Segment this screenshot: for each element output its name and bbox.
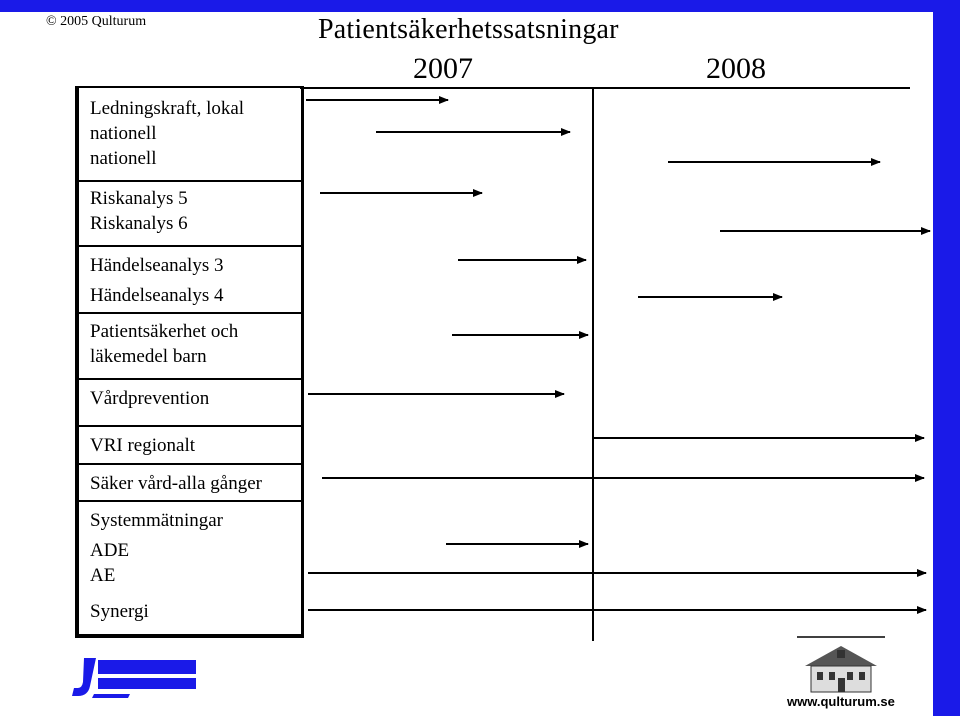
row-label-risk-line1: Riskanalys 5 — [90, 188, 188, 209]
row-label-measurement-line1: Systemmätningar — [90, 510, 223, 531]
row-label-incident-line2: Händelseanalys 4 — [90, 285, 224, 306]
row-label-leadership-line1: Ledningskraft, lokal — [90, 98, 245, 119]
row-label-measurement-line3: AE — [90, 565, 116, 586]
row-label-measurement-line4: Synergi — [90, 601, 149, 622]
year-2008-label: 2008 — [706, 52, 766, 85]
row-label-measurement-line2: ADE — [90, 540, 130, 561]
row-label-safe-care: Säker vård-alla gånger — [90, 473, 262, 494]
row-label-medication-line2: läkemedel barn — [90, 346, 207, 367]
landstinget-logo — [70, 656, 200, 705]
year-2007-label: 2007 — [413, 52, 473, 85]
row-label-leadership-line3: nationell — [90, 148, 157, 169]
row-label-risk-line2: Riskanalys 6 — [90, 213, 188, 234]
row-label-prevention: Vårdprevention — [90, 388, 210, 409]
website-url[interactable]: www.qulturum.se — [787, 694, 895, 709]
qulturum-house-logo — [797, 636, 885, 696]
copyright-icon: © — [46, 14, 57, 29]
row-label-vri: VRI regionalt — [90, 435, 196, 456]
row-label-medication-line1: Patientsäkerhet och — [90, 321, 239, 342]
row-label-incident-line1: Händelseanalys 3 — [90, 255, 224, 276]
row-label-leadership-line2: nationell — [90, 123, 157, 144]
copyright-text: 2005 Qulturum — [60, 14, 147, 29]
slide-title: Patientsäkerhetssatsningar — [318, 14, 619, 45]
